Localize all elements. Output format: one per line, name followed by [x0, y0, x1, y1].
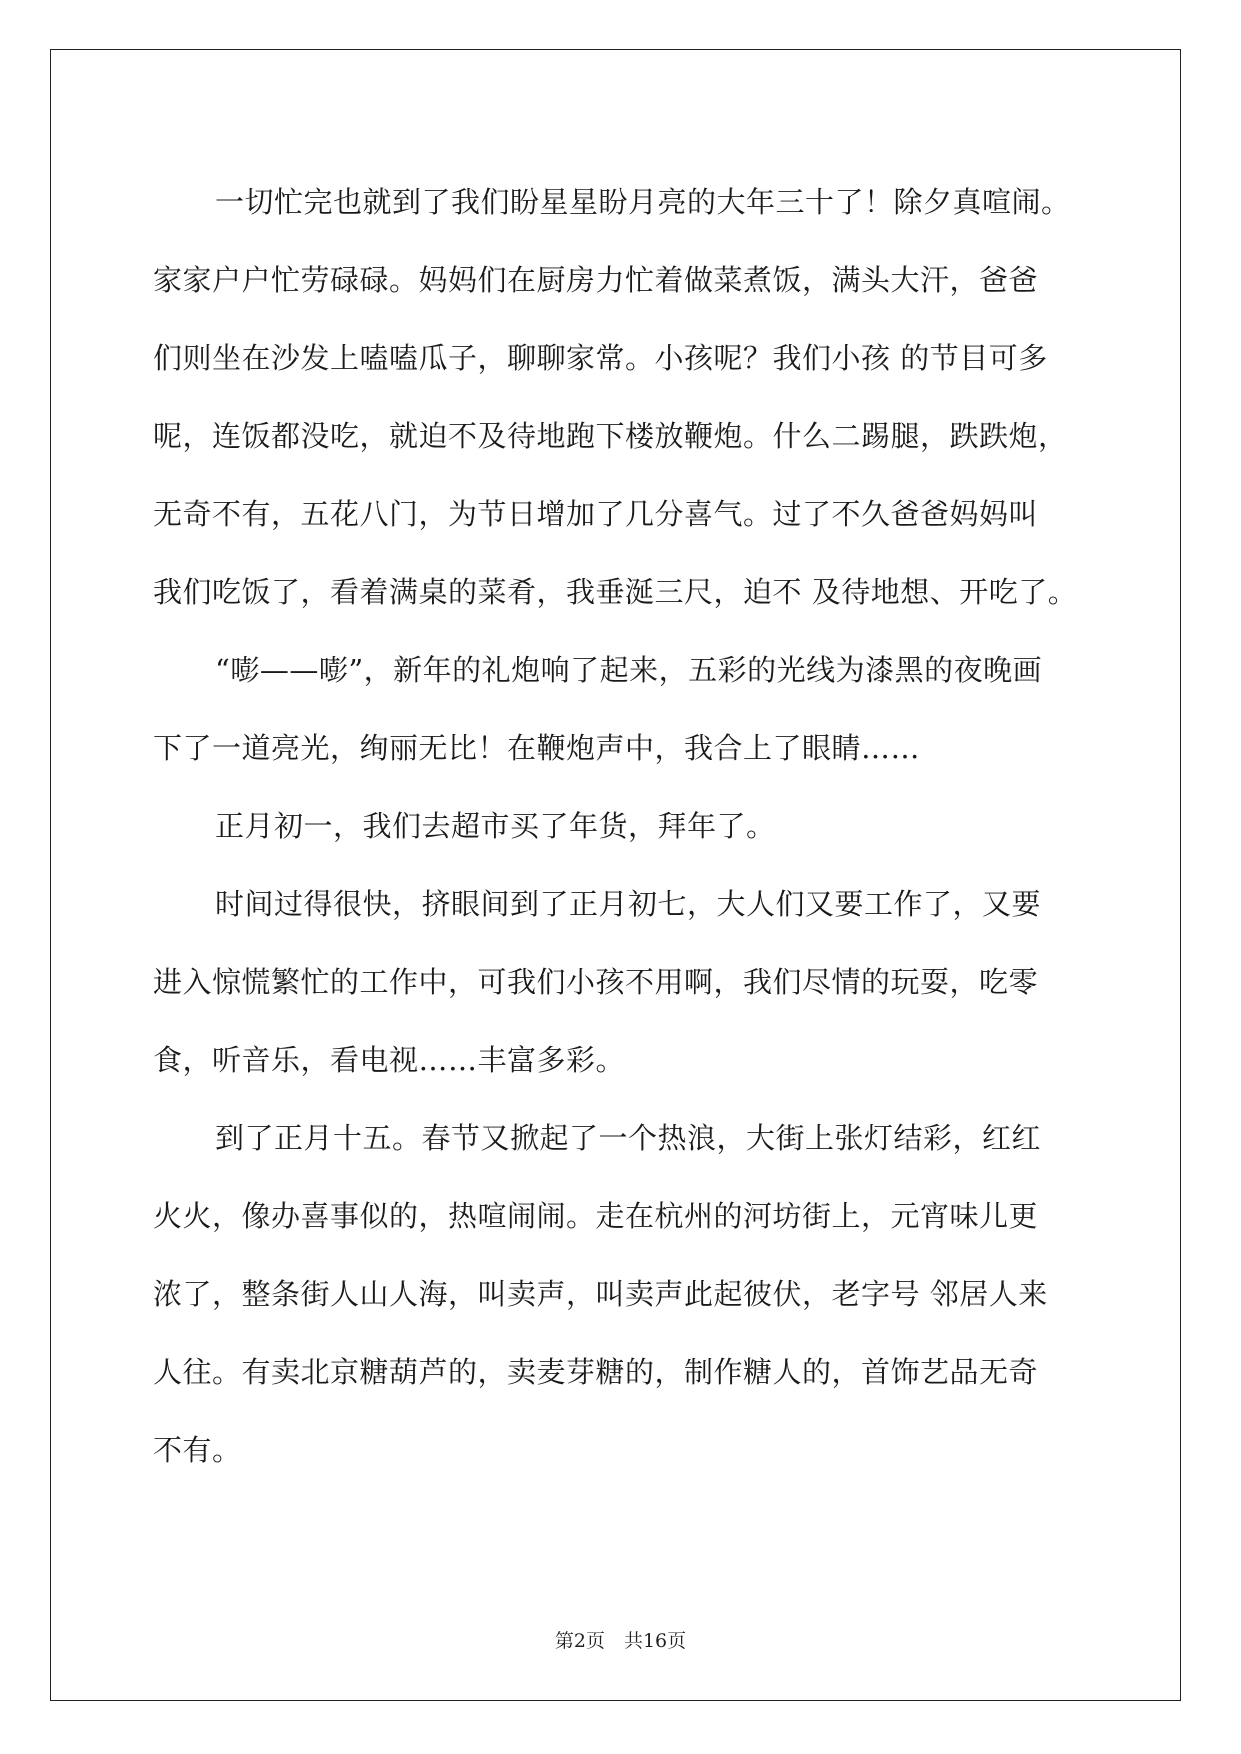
text-line: 到了正月十五。春节又掀起了一个热浪，大街上张灯结彩，红红: [215, 1121, 1042, 1155]
text-line: 一切忙完也就到了我们盼星星盼月亮的大年三十了！除夕真喧闹。: [215, 185, 1071, 219]
text-line: 不有。: [153, 1433, 242, 1467]
text-line: 无奇不有，五花八门，为节日增加了几分喜气。过了不久爸爸妈妈叫: [153, 497, 1039, 531]
text-line: 人往。有卖北京糖葫芦的，卖麦芽糖的，制作糖人的，首饰艺品无奇: [153, 1355, 1039, 1389]
text-line: 们则坐在沙发上嗑嗑瓜子，聊聊家常。小孩呢？我们小孩 的节目可多: [153, 341, 1048, 375]
text-line: 我们吃饭了，看着满桌的菜肴，我垂涎三尺，迫不 及待地想、开吃了。: [153, 575, 1078, 609]
text-line: 下了一道亮光，绚丽无比！在鞭炮声中，我合上了眼睛……: [153, 731, 921, 765]
text-line: 进入惊慌繁忙的工作中，可我们小孩不用啊，我们尽情的玩耍，吃零: [153, 965, 1039, 999]
text-line: 时间过得很快，挤眼间到了正月初七，大人们又要工作了，又要: [215, 887, 1042, 921]
text-line: 食，听音乐，看电视……丰富多彩。: [153, 1043, 626, 1077]
text-line: 火火，像办喜事似的，热喧闹闹。走在杭州的河坊街上，元宵味儿更: [153, 1199, 1039, 1233]
text-line: 浓了，整条街人山人海，叫卖声，叫卖声此起彼伏，老字号 邻居人来: [153, 1277, 1048, 1311]
text-line: 正月初一，我们去超市买了年货，拜年了。: [215, 809, 776, 843]
text-line: “嘭——嘭”，新年的礼炮响了起来，五彩的光线为漆黑的夜晚画: [215, 653, 1043, 687]
text-line: 呢，连饭都没吃，就迫不及待地跑下楼放鞭炮。什么二踢腿，跌跌炮，: [153, 419, 1068, 453]
text-line: 家家户户忙劳碌碌。妈妈们在厨房力忙着做菜煮饭，满头大汗，爸爸: [153, 263, 1039, 297]
document-body: [153, 163, 1083, 1489]
page-number-footer: 第2页 共16页: [554, 1630, 687, 1652]
